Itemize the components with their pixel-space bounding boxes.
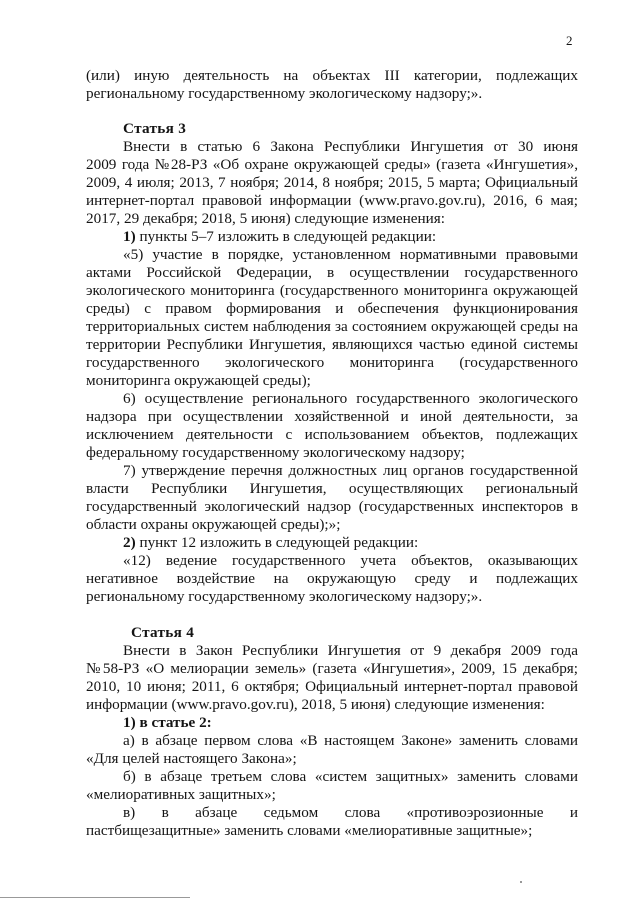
- text-line: среды) с правом формирования и обеспечения функционирования: [86, 300, 578, 317]
- item-1-line: 1) в статье 2:: [123, 714, 212, 731]
- text-line: информации (www.pravo.gov.ru), 2018, 5 июня) следующие изменения:: [86, 696, 545, 713]
- text-line: территории Республики Ингушетия, являющихся частью единой системы: [86, 336, 578, 353]
- text-line: власти Республики Ингушетия, осуществляющих региональный: [86, 480, 578, 497]
- text-line: экологического мониторинга (государственного мониторинга окружающей: [86, 282, 578, 299]
- text-line: области охраны окружающей среды);»;: [86, 516, 341, 533]
- text-line: региональному государственному экологическому надзору;».: [86, 85, 483, 102]
- text-line: мониторинга окружающей среды);: [86, 372, 311, 389]
- text-line: (или) иную деятельность на объектах III категории, подлежащих: [86, 67, 578, 84]
- text-line: в) в абзаце седьмом слова «противоэрозионные и: [123, 804, 578, 821]
- text-line: Внести в Закон Республики Ингушетия от 9 декабря 2009 года: [123, 642, 578, 659]
- text-line: Внести в статью 6 Закона Республики Ингушетия от 30 июня: [123, 138, 578, 155]
- text-line: 6) осуществление регионального государственного экологического: [123, 390, 578, 407]
- article-3-heading: Статья 3: [123, 120, 187, 137]
- text-line: б) в абзаце третьем слова «систем защитных» заменить словами: [123, 768, 578, 785]
- text-line: интернет-портал правовой информации (www.pravo.gov.ru), 2016, 6 мая;: [86, 192, 578, 209]
- text-line: пастбищезащитные» заменить словами «мелиоративные защитные»;: [86, 822, 533, 839]
- text-line: государственный экологический надзор (государственных инспекторов в: [86, 498, 578, 515]
- text-line: №58-РЗ «О мелиорации земель» (газета «Ингушетия», 2009, 15 декабря;: [86, 660, 578, 677]
- text-line: 2010, 10 июня; 2011, 6 октября; Официальный интернет-портал правовой: [86, 678, 578, 695]
- text-line: «Для целей настоящего Закона»;: [86, 750, 297, 767]
- text-line: «12) ведение государственного учета объектов, оказывающих: [123, 552, 578, 569]
- text-line: 2009 года №28-РЗ «Об охране окружающей среды» (газета «Ингушетия»,: [86, 156, 578, 173]
- item-1-line: [123, 228, 578, 246]
- text-line: 7) утверждение перечня должностных лиц органов государственной: [123, 462, 578, 479]
- text-line: исключением деятельности с использованием объектов, подлежащих: [86, 426, 578, 443]
- text-line: негативное воздействие на окружающую среду и подлежащих: [86, 570, 578, 587]
- text-line: 2017, 29 декабря; 2018, 5 июня) следующие изменения:: [86, 210, 445, 227]
- text-line: территориальных систем наблюдения за состоянием окружающей среды на: [86, 318, 578, 335]
- item-number: 2): [123, 534, 136, 551]
- text-line: 2009, 4 июля; 2013, 7 ноября; 2014, 8 ноября; 2015, 5 марта; Официальный: [86, 174, 578, 191]
- text-line: «5) участие в порядке, установленном нормативными правовыми: [123, 246, 578, 263]
- item-2-line: [123, 534, 578, 552]
- page-number: 2: [566, 33, 573, 48]
- item-number: 1): [123, 228, 136, 245]
- item-text: пункты 5–7 изложить в следующей редакции:: [135, 228, 437, 245]
- text-line: а) в абзаце первом слова «В настоящем Законе» заменить словами: [123, 732, 578, 749]
- item-text: пункт 12 изложить в следующей редакции:: [135, 534, 419, 551]
- text-line: региональному государственному экологическому надзору;».: [86, 588, 483, 605]
- scan-speck: [520, 881, 522, 883]
- scan-edge-line: [0, 897, 190, 898]
- text-line: надзора при осуществлении хозяйственной и иной деятельности, за: [86, 408, 578, 425]
- text-line: государственного экологического мониторинга (государственного: [86, 354, 578, 371]
- text-line: «мелиоративных защитных»;: [86, 786, 276, 803]
- text-line: федеральному государственному экологическому надзору;: [86, 444, 465, 461]
- text-line: актами Российской Федерации, в осуществлении государственного: [86, 264, 578, 281]
- article-4-heading: Статья 4: [131, 624, 195, 641]
